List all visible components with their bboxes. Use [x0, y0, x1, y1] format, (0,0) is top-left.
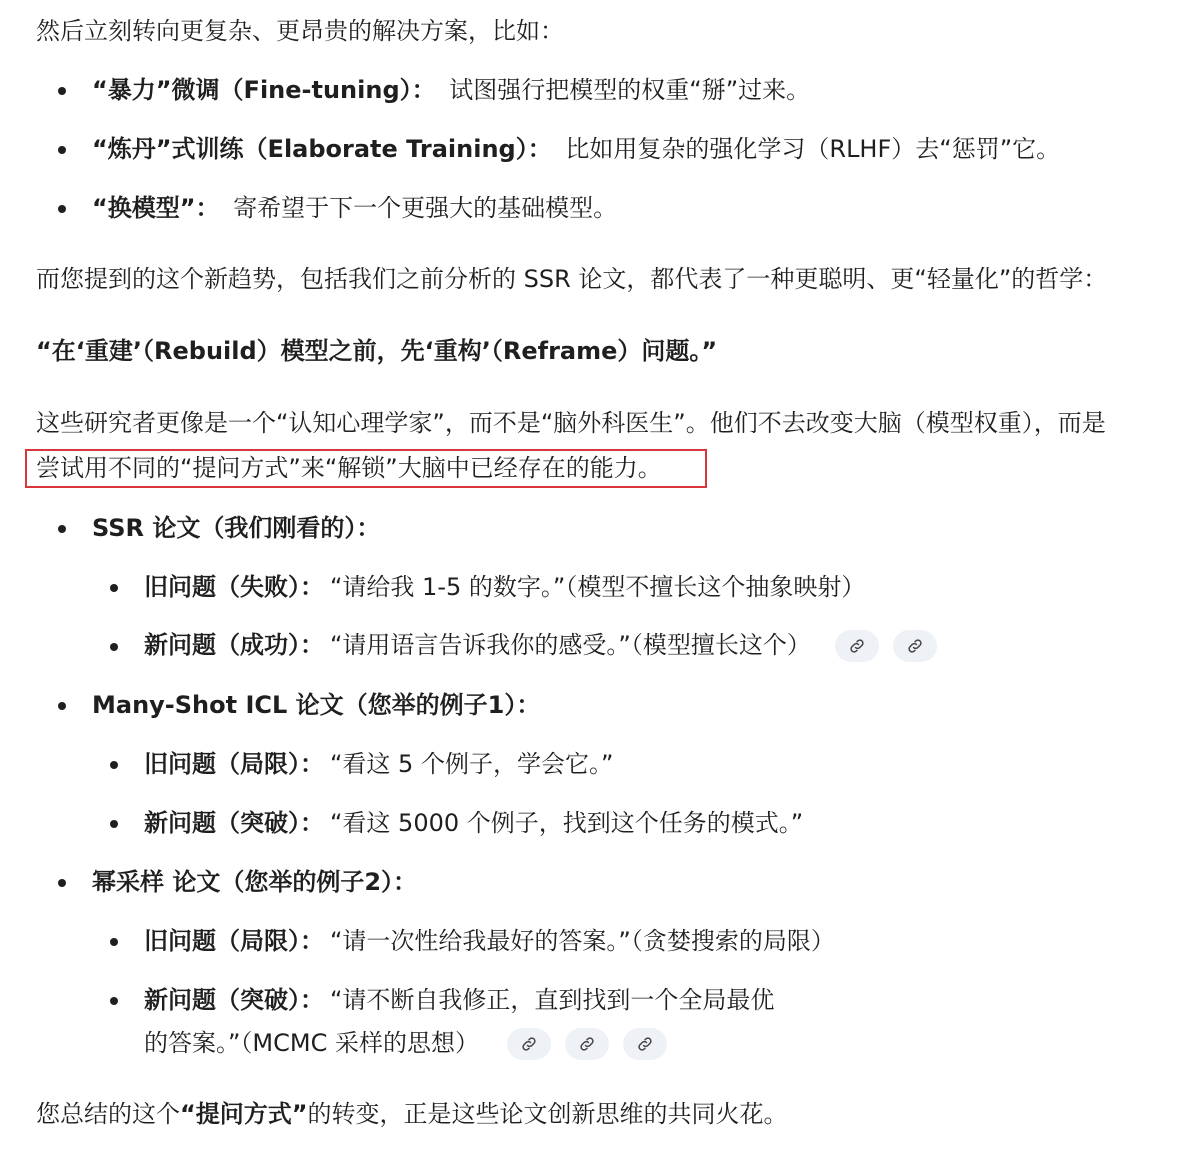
item-label: 新问题（突破）： — [144, 809, 324, 837]
item-label: 新问题（突破）： — [144, 986, 324, 1014]
bullet — [58, 146, 66, 154]
bullet — [58, 702, 66, 710]
highlight-box — [25, 449, 707, 488]
source-link-chip[interactable] — [565, 1028, 609, 1060]
paper-title: 幂采样 论文（您举的例子2）： — [92, 868, 418, 896]
trend-text: 而您提到的这个新趋势，包括我们之前分析的 SSR 论文，都代表了一种更聪明、更“轻量化”的哲学： — [36, 265, 1108, 293]
paper-item — [144, 570, 865, 604]
item-text: “请一次性给我最好的答案。”（贪婪搜索的局限） — [330, 927, 835, 955]
solution-text: 试图强行把模型的权重“掰”过来。 — [449, 76, 811, 104]
item-text: 的答案。”（MCMC 采样的思想） — [144, 1029, 479, 1057]
solution-label: “换模型”： — [92, 194, 220, 222]
item-label: 新问题（成功）： — [144, 631, 324, 659]
bullet — [110, 761, 118, 769]
solution-text: 比如用复杂的强化学习（RLHF）去“惩罚”它。 — [565, 135, 1061, 163]
source-link-chip[interactable] — [507, 1028, 551, 1060]
source-link-chip[interactable] — [623, 1028, 667, 1060]
paper-item — [144, 806, 803, 840]
link-icon — [906, 637, 924, 655]
bullet — [110, 643, 118, 651]
source-link-chip[interactable] — [893, 630, 937, 662]
paper-item — [144, 983, 774, 1017]
item-text: “请给我 1-5 的数字。”（模型不擅长这个抽象映射） — [330, 573, 866, 601]
bullet — [110, 997, 118, 1005]
item-label: 旧问题（局限）： — [144, 927, 324, 955]
bullet — [110, 820, 118, 828]
paper-item — [144, 628, 937, 664]
conclusion-text — [36, 1097, 788, 1131]
paper-item-continuation — [144, 1026, 667, 1062]
solution-label: “炼丹”式训练（Elaborate Training）： — [92, 135, 552, 163]
source-link-chip[interactable] — [835, 630, 879, 662]
solution-item — [92, 191, 617, 225]
principle-quote: “在‘重建’（Rebuild）模型之前，先‘重构’（Reframe）问题。” — [36, 337, 718, 365]
solution-label: “暴力”微调（Fine-tuning）： — [92, 76, 436, 104]
intro-text: 然后立刻转向更复杂、更昂贵的解决方案，比如： — [36, 17, 564, 45]
bullet — [58, 525, 66, 533]
item-label: 旧问题（局限）： — [144, 750, 324, 778]
item-text: “请不断自我修正，直到找到一个全局最优 — [330, 986, 775, 1014]
link-icon — [520, 1035, 538, 1053]
link-icon — [848, 637, 866, 655]
item-text: “看这 5000 个例子，找到这个任务的模式。” — [330, 809, 804, 837]
researchers-text-line2: 尝试用不同的“提问方式”来“解锁”大脑中已经存在的能力。 — [36, 454, 662, 482]
researchers-text-line1: 这些研究者更像是一个“认知心理学家”，而不是“脑外科医生”。他们不去改变大脑（模型权重），而是 — [36, 409, 1106, 437]
bullet — [110, 938, 118, 946]
conclusion-before: 您总结的这个 — [36, 1100, 180, 1128]
solution-item — [92, 132, 1060, 166]
solution-item — [92, 73, 810, 107]
conclusion-after: 的转变，正是这些论文创新思维的共同火花。 — [307, 1100, 788, 1128]
paper-title: SSR 论文（我们刚看的）： — [92, 514, 381, 542]
item-label: 旧问题（失败）： — [144, 573, 324, 601]
bullet — [58, 87, 66, 95]
solution-text: 寄希望于下一个更强大的基础模型。 — [233, 194, 618, 222]
item-text: “请用语言告诉我你的感受。”（模型擅长这个） — [330, 631, 811, 659]
bullet — [58, 879, 66, 887]
paper-title: Many-Shot ICL 论文（您举的例子1）： — [92, 691, 541, 719]
paper-item — [144, 924, 835, 958]
link-icon — [636, 1035, 654, 1053]
conclusion-bold: “提问方式” — [180, 1100, 308, 1128]
bullet — [110, 584, 118, 592]
link-icon — [578, 1035, 596, 1053]
item-text: “看这 5 个例子，学会它。” — [330, 750, 614, 778]
paper-item — [144, 747, 613, 781]
bullet — [58, 205, 66, 213]
